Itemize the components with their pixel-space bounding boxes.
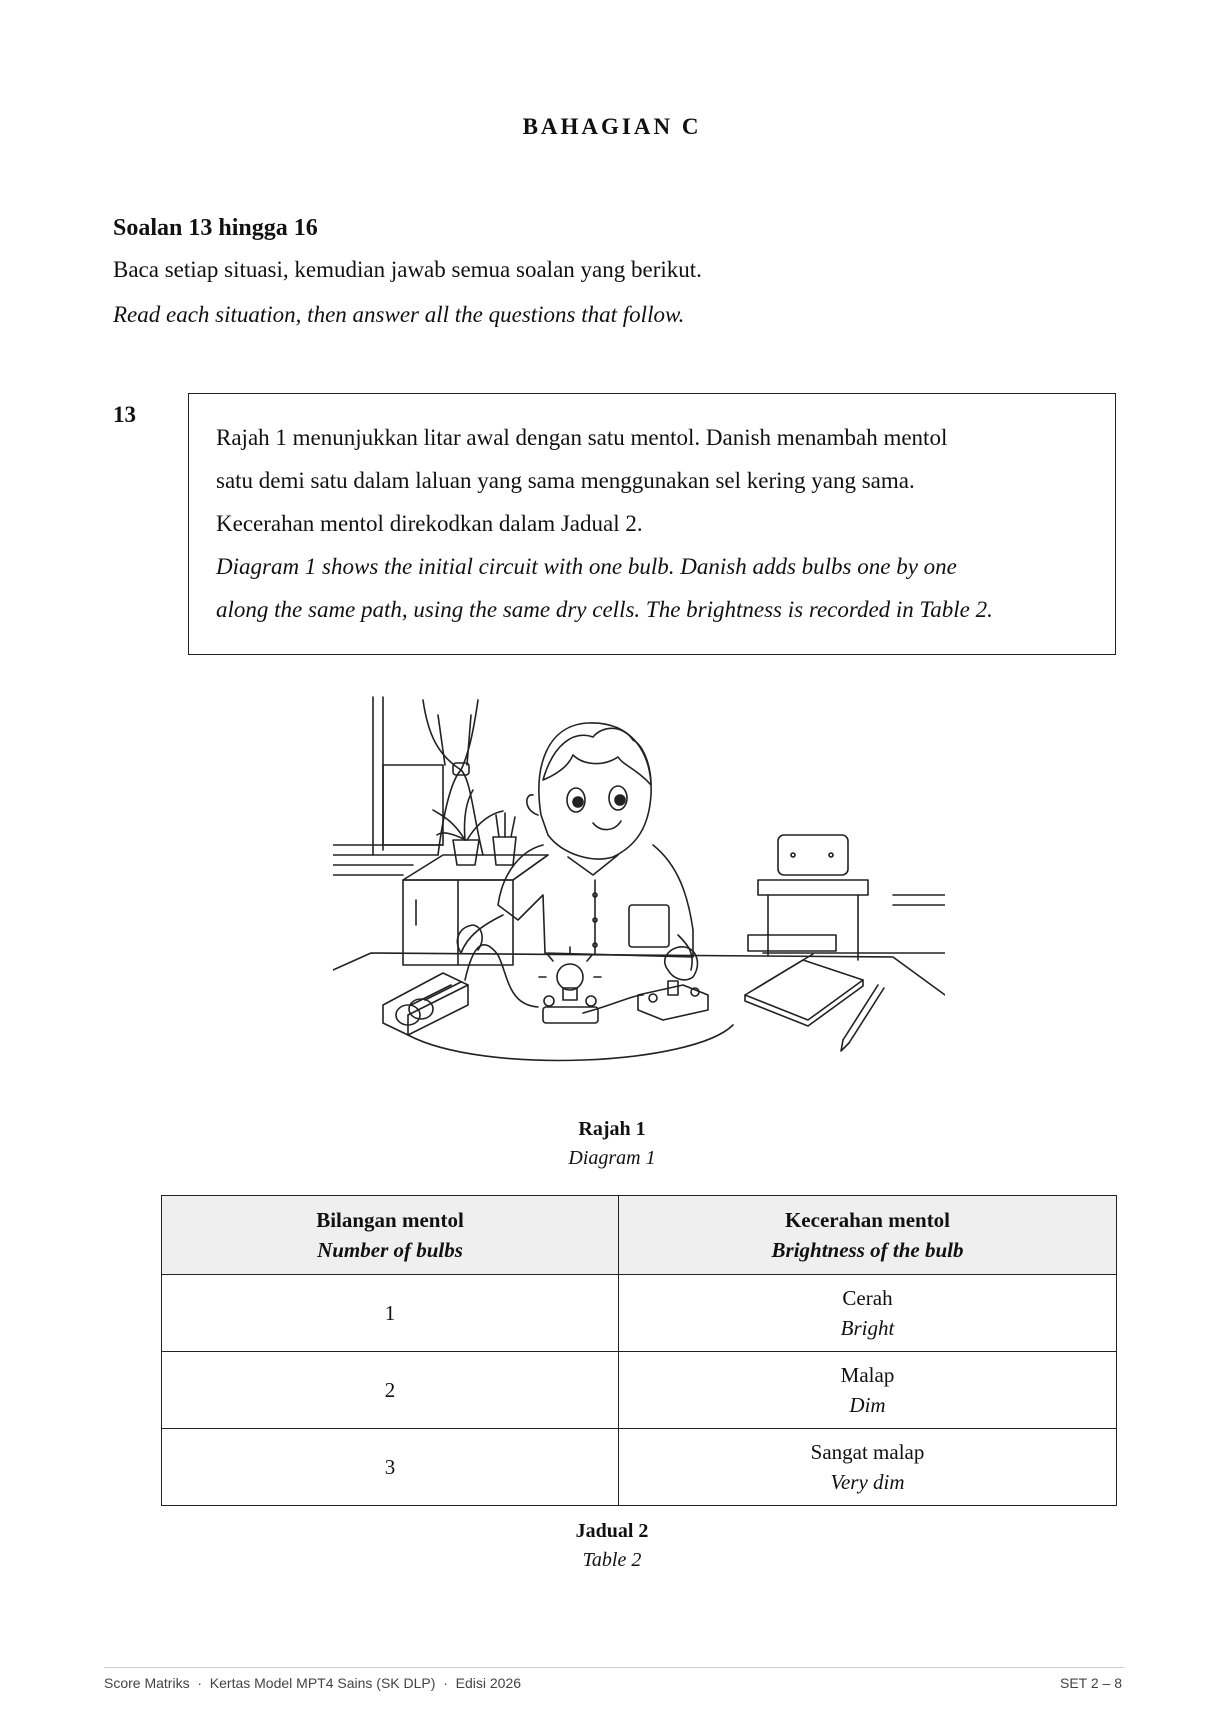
table-caption-malay: Jadual 2 [575, 1520, 649, 1542]
footer-publication-info: Score Matriks · Kertas Model MPT4 Sains (SK DLP) · Edisi 2026 [104, 1675, 522, 1691]
table-illustration [333, 953, 945, 995]
header-number-of-bulbs [162, 1196, 619, 1275]
bulbs-cell: 2 [162, 1352, 619, 1429]
situation-box [188, 393, 1116, 655]
brightness-ms: Cerah [842, 1286, 893, 1310]
instruction-malay: Baca setiap situasi, kemudian jawab semua soalan yang berikut. [113, 257, 702, 282]
situation-line-en-2: along the same path, using the same dry cells. The brightness is recorded in Table 2. [216, 597, 993, 622]
question-number: 13 [113, 402, 136, 427]
section-title: BAHAGIAN C [522, 114, 702, 139]
table-caption-english: Table 2 [582, 1549, 642, 1571]
brightness-en: Dim [849, 1393, 886, 1417]
brightness-ms: Sangat malap [810, 1440, 925, 1464]
pencil-illustration [841, 985, 884, 1051]
situation-line-ms-3: Kecerahan mentol direkodkan dalam Jadual 2. [216, 511, 643, 536]
curtain-illustration [423, 700, 483, 855]
cabinet-illustration [403, 855, 548, 965]
wires-illustration [408, 945, 733, 1061]
header-brightness [619, 1196, 1117, 1275]
header-bulbs-ms: Bilangan mentol [316, 1208, 464, 1232]
table-row [162, 1429, 1117, 1506]
brightness-en: Bright [840, 1316, 895, 1340]
pencil-cup-illustration [493, 813, 516, 865]
window-illustration [333, 697, 443, 875]
brightness-cell [619, 1275, 1117, 1352]
brightness-table [161, 1195, 1117, 1506]
circuit-diagram-illustration [333, 695, 945, 1095]
brightness-en: Very dim [830, 1470, 905, 1494]
table-header-row [162, 1196, 1117, 1275]
header-bulbs-en: Number of bulbs [317, 1238, 463, 1262]
notebook-illustration [745, 954, 863, 1026]
chair-desk-illustration [748, 835, 945, 960]
battery-holder-illustration [383, 973, 468, 1035]
brightness-cell [619, 1352, 1117, 1429]
bulbs-cell: 1 [162, 1275, 619, 1352]
situation-line-ms-1: Rajah 1 menunjukkan litar awal dengan satu mentol. Danish menambah mentol [216, 425, 948, 450]
instruction-english: Read each situation, then answer all the questions that follow. [113, 302, 685, 327]
table-row [162, 1275, 1117, 1352]
switch-illustration [638, 981, 708, 1020]
header-brightness-ms: Kecerahan mentol [784, 1208, 951, 1232]
situation-line-ms-2: satu demi satu dalam laluan yang sama menggunakan sel kering yang sama. [216, 468, 915, 493]
table-row [162, 1352, 1117, 1429]
bulbs-cell: 3 [162, 1429, 619, 1506]
header-brightness-en: Brightness of the bulb [771, 1238, 964, 1262]
footer-divider [104, 1667, 1124, 1668]
diagram-caption-malay: Rajah 1 [578, 1118, 646, 1140]
footer-page-number: SET 2 – 8 [1059, 1675, 1122, 1691]
diagram-caption-english: Diagram 1 [568, 1147, 656, 1169]
situation-line-en-1: Diagram 1 shows the initial circuit with one bulb. Danish adds bulbs one by one [216, 554, 957, 579]
boy-illustration [457, 723, 697, 980]
brightness-cell [619, 1429, 1117, 1506]
bulb-illustration [539, 947, 601, 1023]
question-range-heading: Soalan 13 hingga 16 [113, 215, 318, 241]
brightness-ms: Malap [840, 1363, 895, 1387]
